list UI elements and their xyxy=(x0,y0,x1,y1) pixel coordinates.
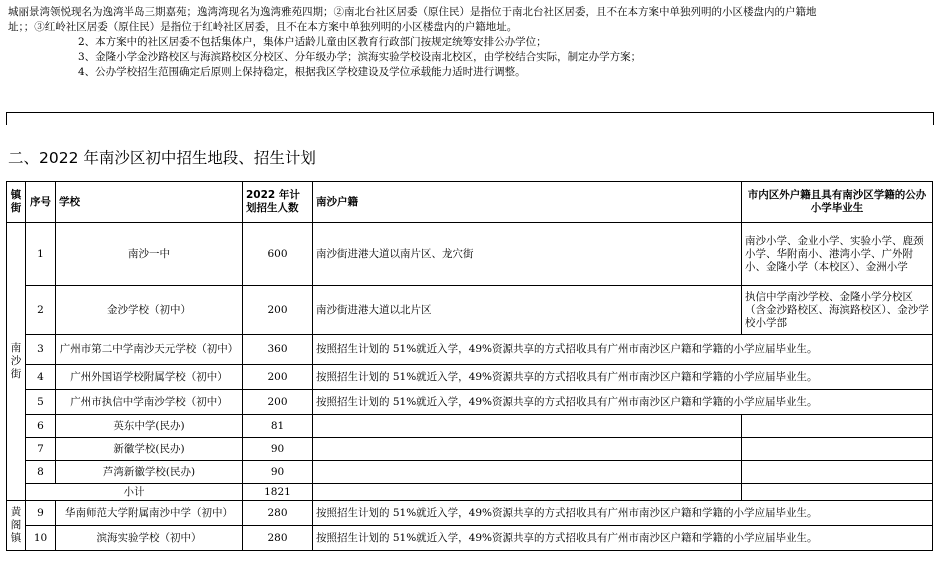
row-school: 广州市执信中学南沙学校（初中） xyxy=(56,390,243,415)
row-other: 执信中学南沙学校、金隆小学分校区（含金沙路校区、海滨路校区）、金沙学校小学部 xyxy=(742,286,933,335)
table-row xyxy=(7,365,933,390)
row-huji xyxy=(313,438,742,461)
table-row xyxy=(7,286,933,335)
header-other: 市内区外户籍且具有南沙区学籍的公办小学毕业生 xyxy=(742,182,933,223)
row-school: 英东中学(民办) xyxy=(56,415,243,438)
row-school: 广州市第二中学南沙天元学校（初中） xyxy=(56,335,243,365)
note-line-2: 址；；③红岭社区居委（原住民）是指位于红岭社区居委，且不在本方案中单独列明的小区楼盘内的户籍地址。 xyxy=(8,21,518,33)
row-plan: 200 xyxy=(243,286,313,335)
enrollment-table xyxy=(6,181,933,551)
row-plan: 81 xyxy=(243,415,313,438)
row-huji: 按照招生计划的 51%就近入学，49%资源共享的方式招收具有广州市南沙区户籍和学籍的小学应届毕业生。 xyxy=(313,501,933,526)
table-row xyxy=(7,461,933,484)
header-town: 镇街 xyxy=(7,182,26,223)
row-no: 4 xyxy=(26,365,56,390)
row-huji: 按照招生计划的 51%就近入学，49%资源共享的方式招收具有广州市南沙区户籍和学籍的小学应届毕业生。 xyxy=(313,365,933,390)
row-other xyxy=(742,461,933,484)
row-no: 5 xyxy=(26,390,56,415)
table-row xyxy=(7,335,933,365)
row-huji: 南沙街进港大道以南片区、龙穴街 xyxy=(313,223,742,286)
subtotal-row xyxy=(7,484,933,501)
table-row xyxy=(7,501,933,526)
table-row xyxy=(7,415,933,438)
row-other xyxy=(742,415,933,438)
table-row xyxy=(7,223,933,286)
town-nansha: 南沙街 xyxy=(7,223,26,501)
row-no: 1 xyxy=(26,223,56,286)
note-line-3: 2、本方案中的社区居委不包括集体户，集体户适龄儿童由区教育行政部门按规定统筹安排公办学位； xyxy=(78,36,547,48)
row-plan: 280 xyxy=(243,526,313,551)
row-no: 2 xyxy=(26,286,56,335)
row-no: 3 xyxy=(26,335,56,365)
header-huji: 南沙户籍 xyxy=(313,182,742,223)
subtotal-plan: 1821 xyxy=(243,484,313,501)
subtotal-label: 小计 xyxy=(26,484,243,501)
section-title: 二、2022 年南沙区初中招生地段、招生计划 xyxy=(8,149,316,167)
town-huangge: 黄阁镇 xyxy=(7,501,26,551)
row-huji: 按照招生计划的 51%就近入学，49%资源共享的方式招收具有广州市南沙区户籍和学籍的小学应届毕业生。 xyxy=(313,526,933,551)
note-line-1: 城丽景湾领悦现名为逸湾半岛三期嘉苑；逸湾湾现名为逸湾雅苑四期；②南北台社区居委（原住民）是指位于南北台社区居委，且不在本方案中单独列明的小区楼盘内的户籍地 xyxy=(8,6,817,18)
row-school: 华南师范大学附属南沙中学（初中） xyxy=(56,501,243,526)
row-other: 南沙小学、金业小学、实验小学、鹿颈小学、华附南小、港湾小学、广外附小、金隆小学（本校区）、金洲小学 xyxy=(742,223,933,286)
row-plan: 360 xyxy=(243,335,313,365)
row-plan: 600 xyxy=(243,223,313,286)
row-school: 南沙一中 xyxy=(56,223,243,286)
row-plan: 280 xyxy=(243,501,313,526)
row-huji: 按照招生计划的 51%就近入学，49%资源共享的方式招收具有广州市南沙区户籍和学籍的小学应届毕业生。 xyxy=(313,390,933,415)
row-huji: 按照招生计划的 51%就近入学，49%资源共享的方式招收具有广州市南沙区户籍和学籍的小学应届毕业生。 xyxy=(313,335,933,365)
subtotal-other xyxy=(742,484,933,501)
row-school: 新徽学校(民办) xyxy=(56,438,243,461)
row-school: 金沙学校（初中） xyxy=(56,286,243,335)
row-no: 10 xyxy=(26,526,56,551)
table-row xyxy=(7,526,933,551)
row-no: 6 xyxy=(26,415,56,438)
row-no: 8 xyxy=(26,461,56,484)
row-no: 7 xyxy=(26,438,56,461)
header-school: 学校 xyxy=(56,182,243,223)
row-huji xyxy=(313,415,742,438)
section-frame xyxy=(6,112,934,125)
row-plan: 200 xyxy=(243,365,313,390)
row-huji xyxy=(313,461,742,484)
row-school: 广州外国语学校附属学校（初中） xyxy=(56,365,243,390)
row-plan: 200 xyxy=(243,390,313,415)
note-line-4: 3、金隆小学金沙路校区与海滨路校区分校区、分年级办学；滨海实验学校设南北校区，由学校结合实际，制定办学方案； xyxy=(78,51,642,63)
subtotal-huji xyxy=(313,484,742,501)
header-plan: 2022 年计划招生人数 xyxy=(243,182,313,223)
row-huji: 南沙街进港大道以北片区 xyxy=(313,286,742,335)
row-school: 芦湾新徽学校(民办) xyxy=(56,461,243,484)
row-no: 9 xyxy=(26,501,56,526)
row-school: 滨海实验学校（初中） xyxy=(56,526,243,551)
note-line-5: 4、公办学校招生范围确定后原则上保持稳定，根据我区学校建设及学位承载能力适时进行调整。 xyxy=(78,66,526,78)
notes-block xyxy=(8,5,930,80)
row-other xyxy=(742,438,933,461)
header-row xyxy=(7,182,933,223)
header-no: 序号 xyxy=(26,182,56,223)
row-plan: 90 xyxy=(243,438,313,461)
row-plan: 90 xyxy=(243,461,313,484)
table-row xyxy=(7,438,933,461)
table-row xyxy=(7,390,933,415)
